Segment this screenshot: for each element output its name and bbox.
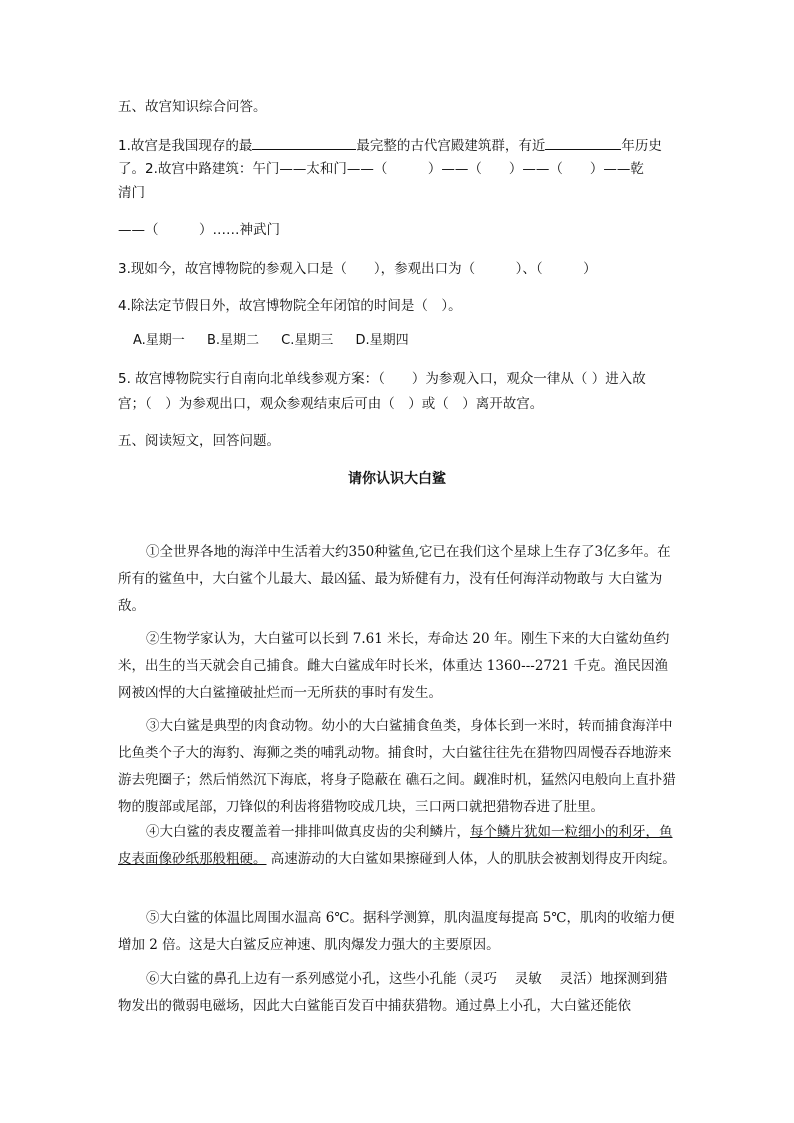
question-1-part-c: 年历史 xyxy=(621,138,662,154)
paragraph-3 xyxy=(118,713,678,821)
question-2-continued: 清门 xyxy=(118,185,145,201)
paragraph-2 xyxy=(118,626,678,707)
paragraph-3-text: ③大白鲨是典型的肉食动物。幼小的大白鲨捕食鱼类，身体长到一米时，转而捕食海洋中比鱼类个子大的海豹、海狮之类的哺乳动物。捕食时，大白鲨往往先在猎物四周慢吞吞地游来游去兜圈子；然后悄然沉下海底，将身子隐蔽在 礁石之间。觑准时机，猛然闪电般向上直扑猎物的腹部或尾部，刀锋似的利齿将猎物咬成几块，三口两口就把猎物吞进了肚里。 xyxy=(118,718,676,815)
choice-c[interactable]: C.星期三 xyxy=(281,333,334,348)
underlined-sentence: 每个鳞片犹如一粒细小的利牙，鱼皮表面像砂纸那般粗硬。 xyxy=(118,824,673,867)
paragraph-4 xyxy=(118,819,678,873)
reading-heading: 五、阅读短文，回答问题。 xyxy=(118,433,280,449)
quiz-heading: 五、故宫知识综合问答。 xyxy=(118,99,267,115)
paragraph-2-text: ②生物学家认为，大白鲨可以长到 7.61 米长，寿命达 20 年。刚生下来的大白鲨幼鱼约米，出生的当天就会自己捕食。雌大白鲨成年时长米，体重达 1360---2721 千克。渔民因渔网被凶悍的大白鲨撞破扯烂而一无所获的事时有发生。 xyxy=(118,631,670,701)
question-2-line: 了。2.故宫中路建筑：午门——太和门——（ ）——（ ）——（ ）——乾 xyxy=(118,161,644,177)
question-1-line xyxy=(118,135,662,157)
paragraph-1-text: ①全世界各地的海洋中生活着大约350种鲨鱼,它已在我们这个星球上生存了3亿多年。在所有的鲨鱼中，大白鲨个儿最大、最凶猛、最为矫健有力，没有任何海洋动物敢与 大白鲨为敌。 xyxy=(118,544,671,614)
question-1-part-a: 1.故宫是我国现存的最 xyxy=(118,138,253,154)
paragraph-4-rest: 高速游动的大白鲨如果擦碰到人体，人的肌肤会被割划得皮开肉绽。 xyxy=(266,851,676,867)
article-title: 请你认识大白鲨 xyxy=(348,471,446,487)
question-5-line-2: 宫；（ ）为参观出口，观众参观结束后可由（ ）或（ ）离开故宫。 xyxy=(118,396,544,412)
question-1-part-b: 最完整的古代宫殿建筑群，有近 xyxy=(356,138,546,154)
paragraph-5-text: ⑤大白鲨的体温比周围水温高 6℃。据科学测算，肌肉温度每提高 5℃，肌肉的收缩力便增加 2 倍。这是大白鲨反应神速、肌肉爆发力强大的主要原因。 xyxy=(118,910,675,953)
paragraph-1 xyxy=(118,539,678,620)
question-3: 3.现如今，故宫博物院的参观入口是（ ），参观出口为（ ）、（ ） xyxy=(118,261,597,277)
question-5-line-1: 5. 故宫博物院实行自南向北单线参观方案：（ ）为参观入口，观众一律从（ ）进入故 xyxy=(118,371,646,387)
paragraph-4-intro: ④大白鲨的表皮覆盖着一排排叫做真皮齿的尖利鳞片， xyxy=(146,824,470,840)
paragraph-6-text: ⑥大白鲨的鼻孔上边有一系列感觉小孔，这些小孔能（灵巧 灵敏 灵活）地探测到猎物发出的微弱电磁场，因此大白鲨能百发百中捕获猎物。通过鼻上小孔，大白鲨还能依 xyxy=(118,971,668,1014)
paragraph-6 xyxy=(118,966,678,1020)
choice-b[interactable]: B.星期二 xyxy=(206,333,260,348)
paragraph-4-text xyxy=(118,819,678,873)
question-4-choices xyxy=(133,330,427,352)
question-2-end: ——（ ）……神武门 xyxy=(118,222,280,238)
answer-blank[interactable] xyxy=(252,135,356,150)
answer-blank[interactable] xyxy=(545,135,621,150)
choice-a[interactable]: A.星期一 xyxy=(133,333,185,348)
choice-d[interactable]: D.星期四 xyxy=(355,333,409,348)
question-4: 4.除法定节假日外，故宫博物院全年闭馆的时间是（ ）。 xyxy=(118,298,462,314)
paragraph-5 xyxy=(118,905,678,959)
